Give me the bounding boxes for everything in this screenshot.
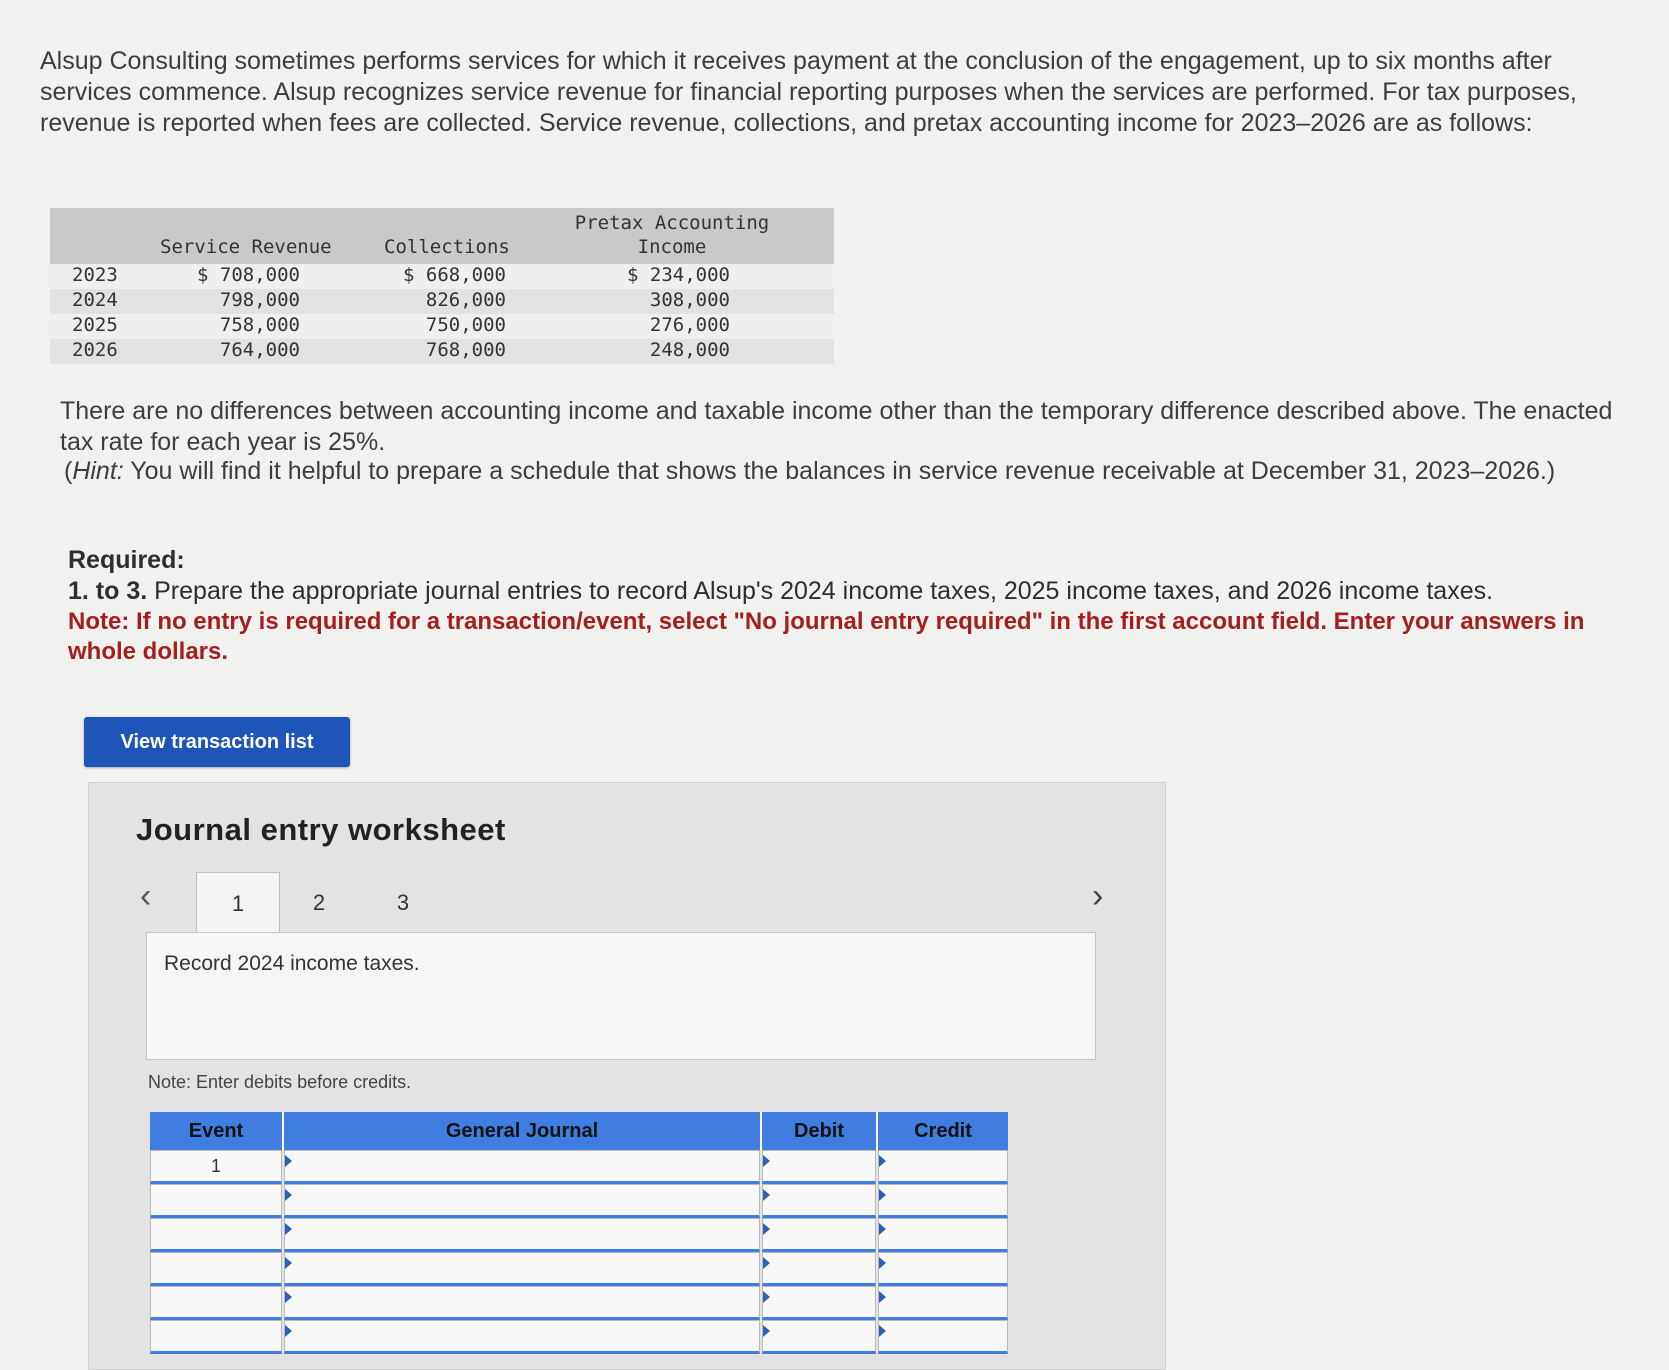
debit-field[interactable] [762, 1286, 876, 1320]
event-cell [150, 1252, 282, 1286]
debit-field[interactable] [762, 1184, 876, 1218]
event-cell: 1 [150, 1150, 282, 1184]
pretax-cell: $ 234,000 [627, 264, 730, 286]
hint-open-paren: ( [64, 457, 73, 485]
event-cell [150, 1286, 282, 1320]
header-service-revenue: Service Revenue [160, 236, 332, 258]
problem-intro: Alsup Consulting sometimes performs services for which it receives payment at the conclusion of the engagement, up to six months after services commence. Alsup recognizes service revenue for financial reporting purposes when the services are performed. For tax purposes, revenue is reported when fees are collected. Service revenue, collections, and pretax accounting income for 2023–2026 are as follows: [40, 47, 1577, 137]
pretax-cell: 248,000 [649, 339, 730, 361]
service-revenue-cell: 764,000 [219, 339, 300, 361]
tax-rate-paragraph: There are no differences between accounting income and taxable income other than the temporary difference described above. The enacted tax rate for each year is 25%. [60, 397, 1613, 456]
hint-label: Hint: [72, 457, 124, 485]
dropdown-marker-icon [879, 1291, 886, 1303]
account-field[interactable] [284, 1286, 760, 1320]
dropdown-marker-icon [285, 1257, 292, 1269]
header-collections: Collections [384, 236, 510, 258]
required-heading: Required: [68, 546, 185, 574]
debit-field[interactable] [762, 1320, 876, 1354]
debits-note: Note: Enter debits before credits. [148, 1072, 412, 1092]
year-cell: 2024 [72, 289, 118, 311]
required-note: Note: If no entry is required for a transaction/event, select "No journal entry required" in the first account field. Enter your answers in whole dollars. [68, 608, 1585, 665]
pretax-cell: 308,000 [649, 289, 730, 311]
debit-field[interactable] [762, 1150, 876, 1184]
account-field[interactable] [284, 1218, 760, 1252]
dropdown-marker-icon [763, 1223, 770, 1235]
journal-row [150, 1286, 1008, 1318]
event-cell [150, 1184, 282, 1218]
year-cell: 2026 [72, 339, 118, 361]
dropdown-marker-icon [879, 1325, 886, 1337]
dropdown-marker-icon [763, 1291, 770, 1303]
entry-description: Record 2024 income taxes. [164, 952, 420, 975]
account-field[interactable] [284, 1184, 760, 1218]
required-section [68, 545, 1628, 667]
header-pretax-income: Income [637, 236, 707, 258]
dropdown-marker-icon [285, 1291, 292, 1303]
journal-row [150, 1150, 1008, 1182]
dropdown-marker-icon [763, 1257, 770, 1269]
worksheet-title: Journal entry worksheet [136, 812, 506, 847]
journal-grid [150, 1112, 1008, 1352]
header-pretax: Pretax Accounting [574, 212, 770, 234]
column-header-credit: Credit [878, 1112, 1008, 1150]
journal-row [150, 1252, 1008, 1284]
account-field[interactable] [284, 1320, 760, 1354]
collections-cell: 750,000 [425, 314, 506, 336]
tab-1[interactable]: 1 [196, 872, 280, 935]
credit-field[interactable] [878, 1218, 1008, 1252]
account-field[interactable] [284, 1252, 760, 1286]
data-table [50, 208, 834, 366]
credit-field[interactable] [878, 1286, 1008, 1320]
dropdown-marker-icon [763, 1155, 770, 1167]
year-cell: 2025 [72, 314, 118, 336]
event-cell [150, 1320, 282, 1354]
dropdown-marker-icon [879, 1155, 886, 1167]
journal-row [150, 1218, 1008, 1250]
service-revenue-cell: 798,000 [219, 289, 300, 311]
debit-field[interactable] [762, 1218, 876, 1252]
year-cell: 2023 [72, 264, 118, 286]
hint-text: You will find it helpful to prepare a schedule that shows the balances in service revenue receivable at December 31, 2023–2026.) [123, 457, 1556, 485]
dropdown-marker-icon [763, 1325, 770, 1337]
hint-paragraph [64, 456, 1624, 487]
credit-field[interactable] [878, 1150, 1008, 1184]
service-revenue-cell: 758,000 [219, 314, 300, 336]
account-field[interactable] [284, 1150, 760, 1184]
credit-field[interactable] [878, 1252, 1008, 1286]
collections-cell: 768,000 [425, 339, 506, 361]
required-item-label: 1. to 3. [68, 577, 148, 605]
dropdown-marker-icon [285, 1325, 292, 1337]
dropdown-marker-icon [879, 1223, 886, 1235]
column-header-debit: Debit [762, 1112, 878, 1150]
tab-3[interactable]: 3 [396, 890, 410, 915]
pretax-cell: 276,000 [649, 314, 730, 336]
view-transaction-list-button[interactable]: View transaction list [84, 717, 350, 767]
event-cell [150, 1218, 282, 1252]
tab-2[interactable]: 2 [312, 890, 326, 915]
dropdown-marker-icon [285, 1189, 292, 1201]
dropdown-marker-icon [879, 1257, 886, 1269]
dropdown-marker-icon [285, 1155, 292, 1167]
dropdown-marker-icon [879, 1189, 886, 1201]
service-revenue-cell: $ 708,000 [197, 264, 300, 286]
collections-cell: 826,000 [425, 289, 506, 311]
dropdown-marker-icon [285, 1223, 292, 1235]
column-header-event: Event [150, 1112, 284, 1150]
credit-field[interactable] [878, 1320, 1008, 1354]
dropdown-marker-icon [763, 1189, 770, 1201]
chevron-right-icon[interactable]: › [1092, 877, 1104, 915]
required-item-text: Prepare the appropriate journal entries to record Alsup's 2024 income taxes, 2025 income taxes, and 2026 income taxes. [147, 577, 1494, 605]
column-header-general-journal: General Journal [284, 1112, 762, 1150]
chevron-left-icon[interactable]: ‹ [140, 877, 152, 915]
debit-field[interactable] [762, 1252, 876, 1286]
credit-field[interactable] [878, 1184, 1008, 1218]
journal-row [150, 1184, 1008, 1216]
journal-row [150, 1320, 1008, 1352]
collections-cell: $ 668,000 [403, 264, 506, 286]
